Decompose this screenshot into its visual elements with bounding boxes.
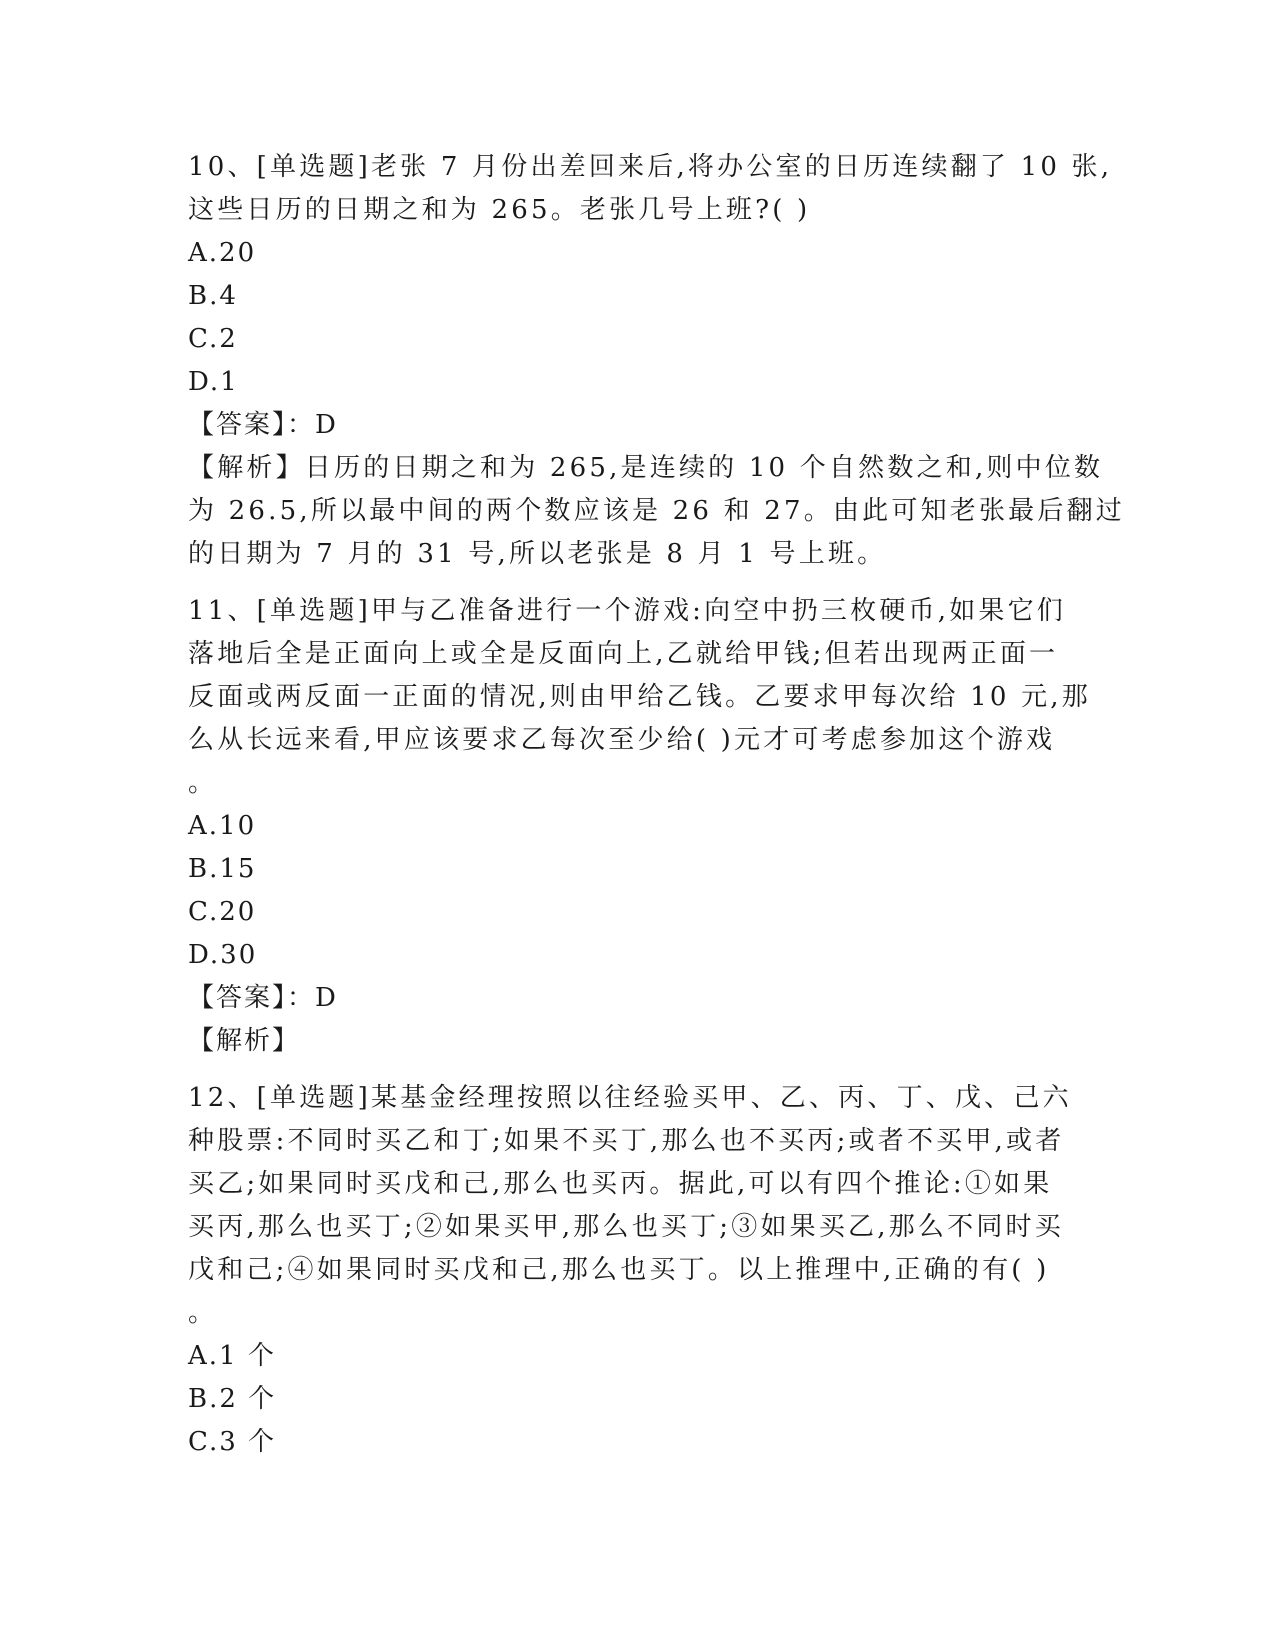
question-stem-line: 戊和己;④如果同时买戊和己,那么也买丁。以上推理中,正确的有( ) xyxy=(188,1255,1050,1285)
question-stem-line: 12、[单选题]某基金经理按照以往经验买甲、乙、丙、丁、戊、己六 xyxy=(188,1083,1072,1113)
question-stem-line: 这些日历的日期之和为 265。老张几号上班?( ) xyxy=(188,195,811,225)
question-stem-line: 买丙,那么也买丁;②如果买甲,那么也买丁;③如果买乙,那么不同时买 xyxy=(188,1212,1064,1242)
question-stem-line: 买乙;如果同时买戊和己,那么也买丙。据此,可以有四个推论:①如果 xyxy=(188,1169,1053,1199)
option-a: A.1 个 xyxy=(188,1341,276,1371)
question-stem-line: 么从长远来看,甲应该要求乙每次至少给( )元才可考虑参加这个游戏 xyxy=(188,725,1056,755)
option-a: A.10 xyxy=(188,811,257,841)
answer-line: 【答案】：D xyxy=(188,983,338,1013)
question-11 xyxy=(188,590,1091,1063)
option-c: C.20 xyxy=(188,897,257,927)
question-stem-line: 。 xyxy=(188,768,218,798)
option-b: B.4 xyxy=(188,281,238,311)
analysis-line: 为 26.5,所以最中间的两个数应该是 26 和 27。由此可知老张最后翻过 xyxy=(188,496,1125,526)
question-stem-line: 种股票:不同时买乙和丁;如果不买丁,那么也不买丙;或者不买甲,或者 xyxy=(188,1126,1065,1156)
analysis-line: 【解析】日历的日期之和为 265,是连续的 10 个自然数之和,则中位数 xyxy=(188,453,1104,483)
question-stem-line: 。 xyxy=(188,1298,218,1328)
option-c: C.3 个 xyxy=(188,1427,277,1457)
option-c: C.2 xyxy=(188,324,238,354)
question-stem-line: 落地后全是正面向上或全是反面向上,乙就给甲钱;但若出现两正面一 xyxy=(188,639,1059,669)
option-b: B.15 xyxy=(188,854,257,884)
document-page xyxy=(188,146,1125,1478)
option-d: D.30 xyxy=(188,940,258,970)
option-b: B.2 个 xyxy=(188,1384,277,1414)
question-stem-line: 11、[单选题]甲与乙准备进行一个游戏:向空中扔三枚硬币,如果它们 xyxy=(188,596,1066,626)
question-stem-line: 10、[单选题]老张 7 月份出差回来后,将办公室的日历连续翻了 10 张, xyxy=(188,152,1113,182)
option-a: A.20 xyxy=(188,238,257,268)
analysis-line: 的日期为 7 月的 31 号,所以老张是 8 月 1 号上班。 xyxy=(188,539,887,569)
analysis-line: 【解析】 xyxy=(188,1026,301,1056)
answer-line: 【答案】：D xyxy=(188,410,338,440)
question-10 xyxy=(188,146,1125,576)
option-d: D.1 xyxy=(188,367,239,397)
question-12 xyxy=(188,1077,1083,1464)
question-stem-line: 反面或两反面一正面的情况,则由甲给乙钱。乙要求甲每次给 10 元,那 xyxy=(188,682,1091,712)
